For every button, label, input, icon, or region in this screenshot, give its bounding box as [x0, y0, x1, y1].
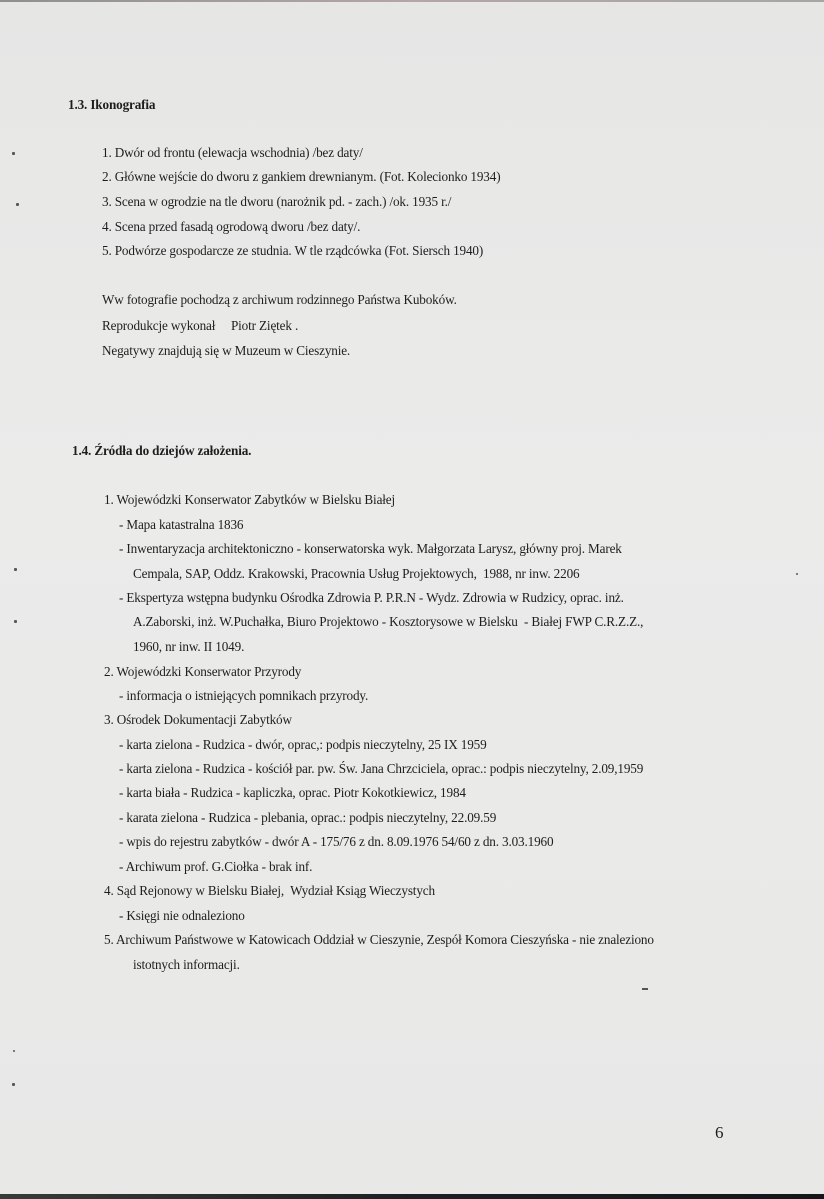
page-number: 6	[715, 1123, 724, 1142]
source-subitem: - Inwentaryzacja architektoniczno - konserwatorska wyk. Małgorzata Larysz, główny proj. Marek	[119, 541, 622, 556]
source-subitem: - karta zielona - Rudzica - dwór, oprac,: podpis nieczytelny, 25 IX 1959	[119, 737, 487, 752]
source-subitem: - karta biała - Rudzica - kapliczka, oprac. Piotr Kokotkiewicz, 1984	[119, 785, 466, 800]
scan-speck	[12, 1083, 15, 1086]
iconography-item-5: 5. Podwórze gospodarcze ze studnia. W tle rządcówka (Fot. Siersch 1940)	[102, 243, 484, 258]
iconography-item-3: 3. Scena w ogrodzie na tle dworu (narożnik pd. - zach.) /ok. 1935 r./	[102, 194, 452, 209]
scan-speck	[12, 152, 15, 155]
source-item-3: 3. Ośrodek Dokumentacji Zabytków	[104, 712, 292, 727]
source-subitem: - informacja o istniejących pomnikach przyrody.	[119, 688, 369, 703]
source-item-5: 5. Archiwum Państwowe w Katowicach Oddział w Cieszynie, Zespół Komora Cieszyńska - nie znaleziono	[104, 932, 654, 947]
scan-speck	[14, 568, 17, 571]
iconography-note-source: Ww fotografie pochodzą z archiwum rodzinnego Państwa Kuboków.	[102, 292, 457, 307]
source-subitem: - wpis do rejestru zabytków - dwór A - 175/76 z dn. 8.09.1976 54/60 z dn. 3.03.1960	[119, 834, 554, 849]
iconography-item-1: 1. Dwór od frontu (elewacja wschodnia) /bez daty/	[102, 145, 363, 160]
iconography-note-negatives: Negatywy znajdują się w Muzeum w Cieszynie.	[102, 343, 351, 358]
iconography-item-2: 2. Główne wejście do dworu z gankiem drewnianym. (Fot. Kolecionko 1934)	[102, 169, 501, 184]
source-subitem-continuation: Cempala, SAP, Oddz. Krakowski, Pracownia Usług Projektowych, 1988, nr inw. 2206	[133, 566, 580, 581]
scan-speck	[796, 573, 798, 575]
scan-top-edge	[0, 0, 824, 2]
source-subitem: - Ekspertyza wstępna budynku Ośrodka Zdrowia P. P.R.N - Wydz. Zdrowia w Rudzicy, oprac. inż.	[119, 590, 624, 605]
source-subitem: - Archiwum prof. G.Ciołka - brak inf.	[119, 859, 313, 874]
section-heading-sources: 1.4. Źródła do dziejów założenia.	[72, 443, 252, 458]
source-subitem: - Księgi nie odnaleziono	[119, 908, 245, 923]
source-subitem-continuation: istotnych informacji.	[133, 957, 240, 972]
source-item-4: 4. Sąd Rejonowy w Bielsku Białej, Wydział Ksiąg Wieczystych	[104, 883, 435, 898]
source-item-1: 1. Wojewódzki Konserwator Zabytków w Bielsku Białej	[104, 492, 396, 507]
source-subitem: - karata zielona - Rudzica - plebania, oprac.: podpis nieczytelny, 22.09.59	[119, 810, 497, 825]
scan-speck	[14, 620, 17, 623]
scan-dash-mark	[642, 988, 648, 990]
scan-speck	[16, 203, 19, 206]
scan-speck	[13, 1050, 15, 1052]
section-heading-iconography: 1.3. Ikonografia	[68, 97, 156, 112]
source-subitem: - karta zielona - Rudzica - kościół par. pw. Św. Jana Chrzciciela, oprac.: podpis nieczytelny, 2.09,1959	[119, 761, 644, 776]
source-subitem-continuation: A.Zaborski, inż. W.Puchałka, Biuro Projektowo - Kosztorysowe w Bielsku - Białej FWP C.R.Z.Z.,	[133, 614, 644, 629]
source-subitem-continuation: 1960, nr inw. II 1049.	[133, 639, 245, 654]
source-item-2: 2. Wojewódzki Konserwator Przyrody	[104, 664, 302, 679]
iconography-note-reproduction: Reprodukcje wykonał Piotr Ziętek .	[102, 318, 299, 333]
scan-bottom-edge	[0, 1194, 824, 1199]
source-subitem: - Mapa katastralna 1836	[119, 517, 244, 532]
iconography-item-4: 4. Scena przed fasadą ogrodową dworu /bez daty/.	[102, 219, 361, 234]
